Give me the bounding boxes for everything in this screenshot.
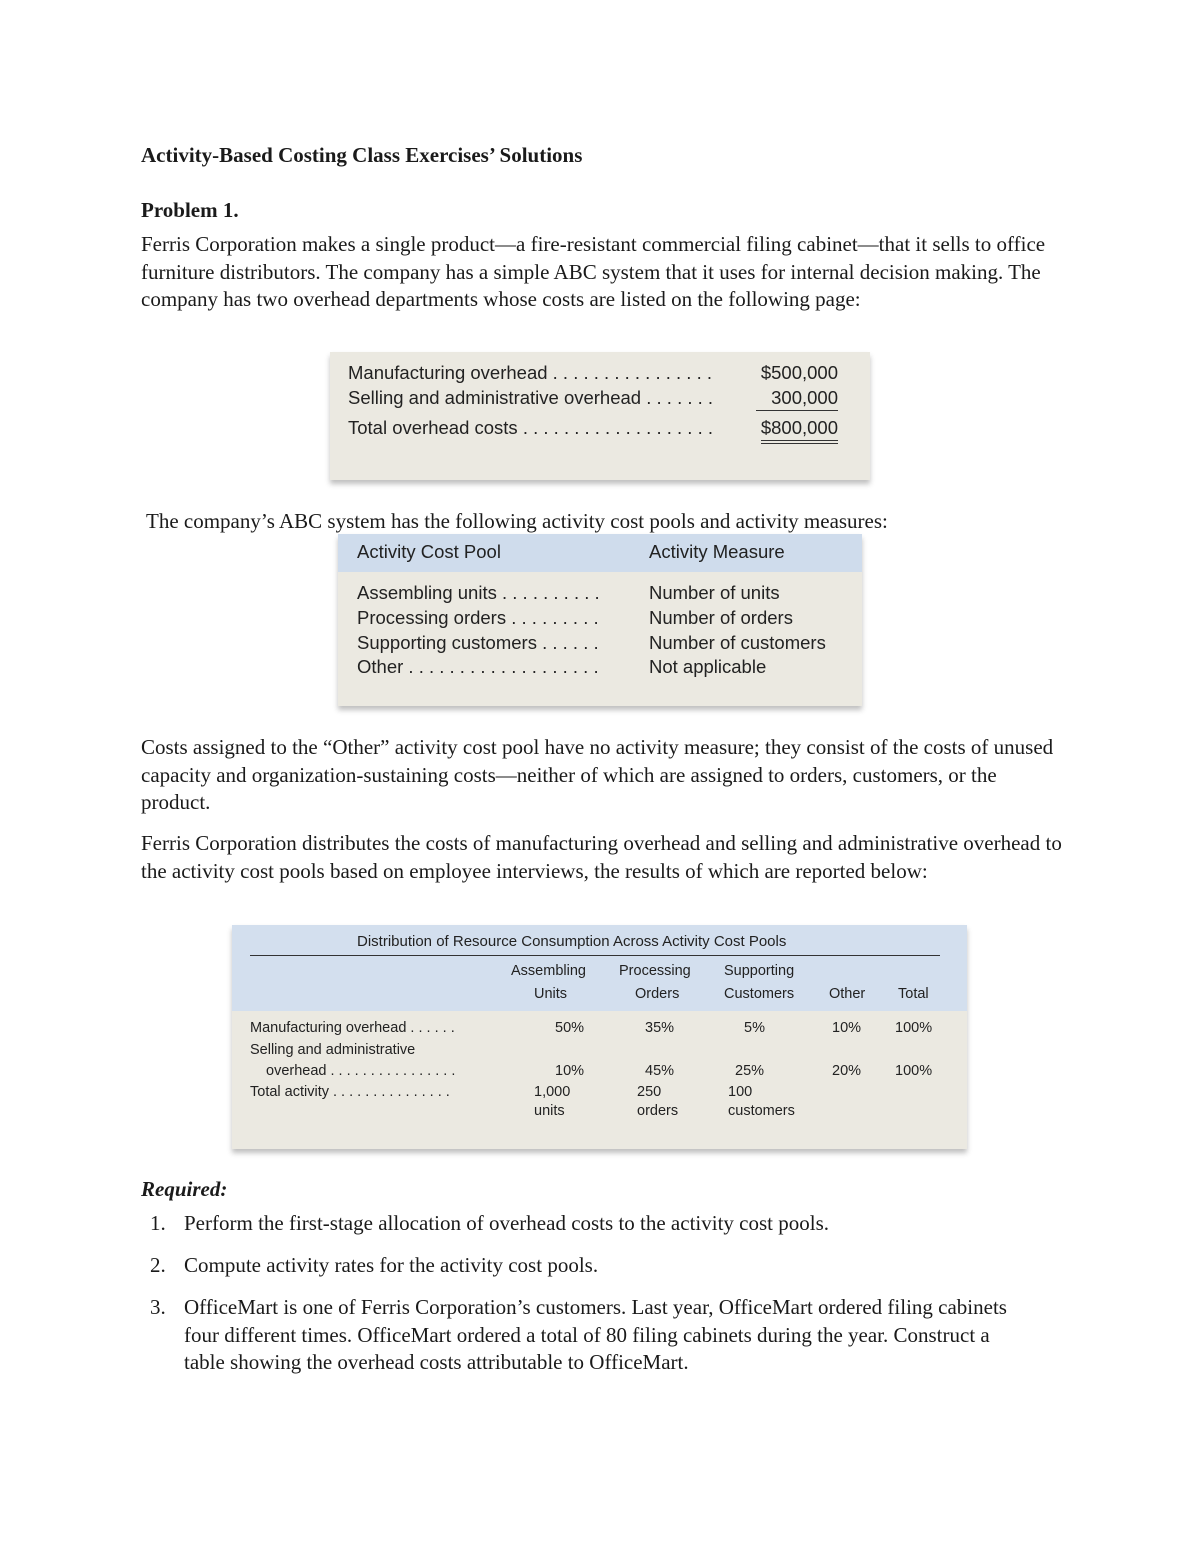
overhead-label: Manufacturing overhead . . . . . . . . . . . . . . . . (348, 362, 712, 383)
intro-paragraph: Ferris Corporation makes a single product—a fire-resistant commercial filing cabinet—that it sells to office furniture distributors. The company has a simple ABC system that it uses for internal decision making. The company has two overhead departments whose costs are listed on the following page: (141, 232, 1046, 311)
overhead-label: Total overhead costs . . . . . . . . . . . . . . . . . . . (348, 417, 713, 438)
col-processing-2: Orders (635, 986, 680, 1002)
requirement-text: Perform the first-stage allocation of overhead costs to the activity cost pools. (184, 1211, 829, 1235)
pools-header-measure: Activity Measure (649, 541, 785, 562)
col-supporting-2: Customers (724, 986, 795, 1002)
cell-value: 10% (555, 1063, 585, 1079)
requirement-item (150, 1294, 1060, 1378)
requirement-number: 2. (150, 1253, 166, 1277)
cell-value: 45% (645, 1063, 675, 1079)
cell-value: 100% (895, 1020, 933, 1036)
cell-value: 250 (637, 1084, 662, 1100)
distribution-paragraph: Ferris Corporation distributes the costs of manufacturing overhead and selling and administrative overhead to the activity cost pools based on employee interviews, the results of which are reported below: (141, 831, 1062, 883)
title-rule (250, 955, 940, 956)
cell-value: 35% (645, 1020, 675, 1036)
document-title: Activity-Based Costing Class Exercises’ Solutions (141, 143, 583, 167)
overhead-label: Selling and administrative overhead . . . . . . . (348, 387, 714, 408)
cell-value: 25% (735, 1063, 765, 1079)
requirement-item (150, 1210, 1060, 1238)
cell-unit: customers (728, 1103, 795, 1119)
cell-value: 20% (832, 1063, 862, 1079)
requirement-number: 1. (150, 1211, 166, 1235)
overhead-value: $500,000 (760, 362, 838, 383)
col-supporting-1: Supporting (724, 963, 795, 979)
cell-value: 1,000 (534, 1084, 571, 1100)
cell-unit: orders (637, 1103, 679, 1119)
row-sa-label-2: overhead . . . . . . . . . . . . . . . . (266, 1063, 456, 1079)
abc-intro-paragraph: The company’s ABC system has the following activity cost pools and activity measures: (146, 509, 888, 533)
overhead-total-value: $800,000 (761, 417, 838, 444)
cell-value: 5% (744, 1020, 765, 1036)
problem-heading: Problem 1. (141, 198, 239, 222)
activity-cost-pools-table (338, 534, 862, 706)
col-assembling-1: Assembling (511, 963, 586, 979)
pool-measure: Not applicable (649, 656, 767, 677)
pools-header-pool: Activity Cost Pool (357, 541, 501, 562)
col-other: Other (829, 986, 866, 1002)
pool-name: Processing orders . . . . . . . . . (357, 607, 599, 628)
distribution-table (232, 925, 967, 1149)
pool-measure: Number of units (649, 582, 780, 603)
row-activity-label: Total activity . . . . . . . . . . . . . . . (250, 1084, 450, 1100)
pool-name: Assembling units . . . . . . . . . . (357, 582, 600, 603)
row-sa-label-1: Selling and administrative (250, 1042, 416, 1058)
required-heading: Required: (141, 1177, 228, 1201)
cell-value: 10% (832, 1020, 862, 1036)
pool-measure: Number of customers (649, 632, 826, 653)
col-assembling-2: Units (534, 986, 568, 1002)
overhead-row-manufacturing (348, 362, 838, 388)
pool-measure: Number of orders (649, 607, 793, 628)
overhead-value: 300,000 (756, 387, 838, 411)
cell-unit: units (534, 1103, 565, 1119)
cell-value: 100 (728, 1084, 753, 1100)
distribution-title: Distribution of Resource Consumption Across Activity Cost Pools (357, 933, 787, 950)
cell-value: 100% (895, 1063, 933, 1079)
other-pool-paragraph: Costs assigned to the “Other” activity cost pool have no activity measure; they consist of the costs of unused capacity and organization-sustaining costs—neither of which are assigned to orders, customers, or the product. (141, 735, 1054, 814)
overhead-row-selling (348, 387, 838, 413)
cell-value: 50% (555, 1020, 585, 1036)
overhead-row-total (348, 417, 838, 443)
col-total: Total (898, 986, 929, 1002)
col-processing-1: Processing (619, 963, 691, 979)
requirement-text: OfficeMart is one of Ferris Corporation’s customers. Last year, OfficeMart ordered filing cabinets four different times. OfficeMart ordered a total of 80 filing cabinets during the year. Construct a table showing the overhead costs attributable to OfficeMart. (184, 1295, 1007, 1374)
row-mfg-label: Manufacturing overhead . . . . . . (250, 1020, 455, 1036)
requirement-item (150, 1252, 1060, 1280)
overhead-costs-table (330, 352, 870, 480)
requirement-text: Compute activity rates for the activity cost pools. (184, 1253, 599, 1277)
pool-name: Other . . . . . . . . . . . . . . . . . . . (357, 656, 599, 677)
pool-name: Supporting customers . . . . . . (357, 632, 599, 653)
requirement-number: 3. (150, 1295, 166, 1319)
